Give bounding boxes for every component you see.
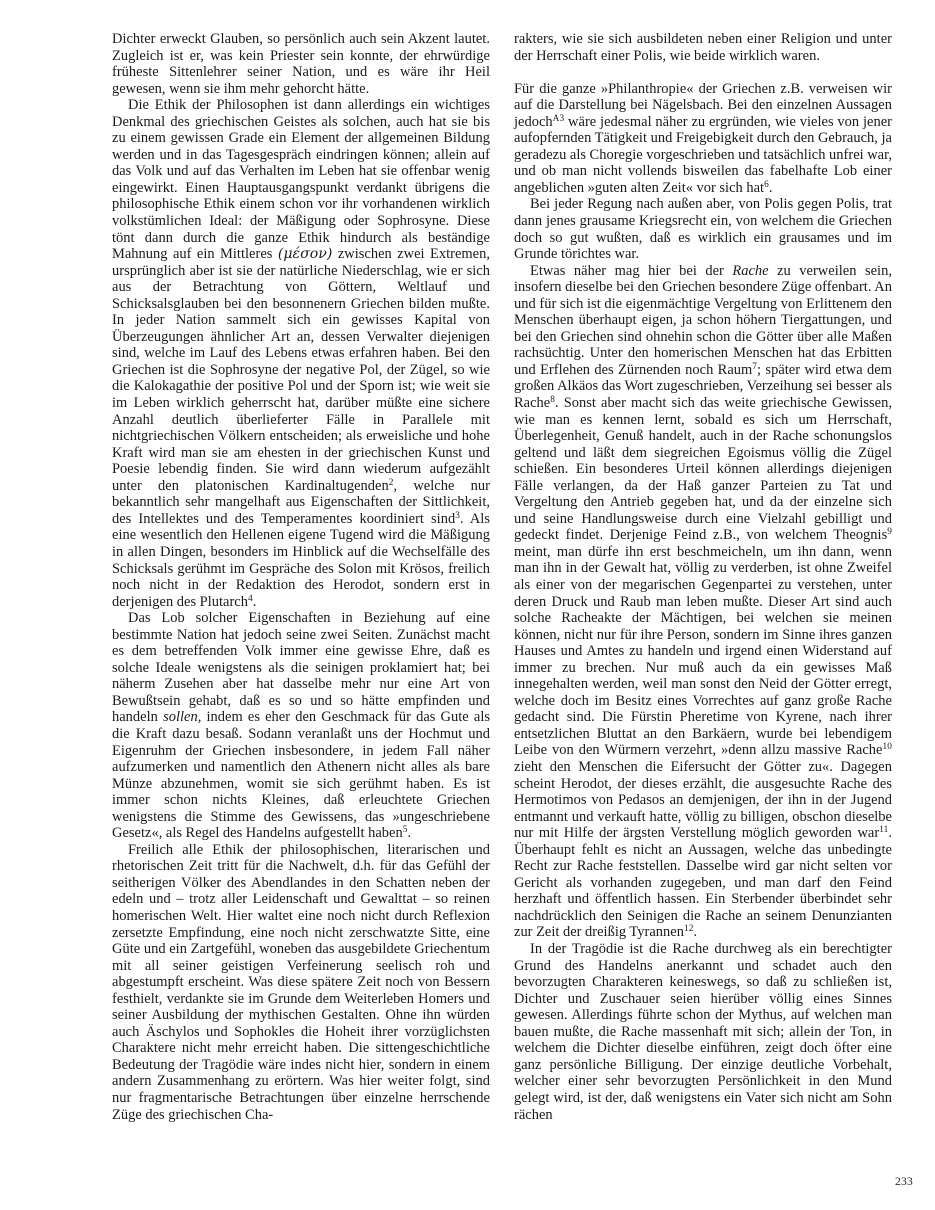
- footnote-marker: 8: [550, 395, 555, 406]
- footnote-marker: 12: [683, 924, 694, 935]
- paragraph-text-segment: zieht den Menschen die Eifersucht der Götter zu«. Dagegen scheint Herodot, der dieses erzählt, die ausgesuchte Rache des Hermotimos von Pedasos an demjenigen, der ihn in der Jugend entmannt und verkauft hatte, völlig zu billigen, obschon dieselbe nur mit Hilfe der ärgsten Verstellung möglich geworden war: [514, 759, 892, 842]
- paragraph-left-4: Freilich alle Ethik der philosophischen, literarischen und rhetorischen Zeit tritt für die Nachwelt, d.h. für das Gefühl der seitherigen Völker des Abendlandes in den Schatten neben der edeln und – trotz aller Leidenschaft und Gewalttat – so reinen homerischen Welt. Hier waltet eine noch nicht durch Reflexion zersetzte Empfindung, eine noch nicht zerschwatzte Sitte, eine Güte und ein Zartgefühl, woneben das ausgebildete Griechentum mit all seiner geistigen Verfeinerung seelisch roh und abgestumpft erscheint. Was diese spätere Zeit noch von Bessern festhielt, verdankte sie im Grunde dem Weiterleben Homers und seiner Ausbildung der mythischen Gestalten. Ohne ihn würden auch Äschylos und Sophokles die Hoheit ihrer vorzüglichsten Charaktere nicht mehr erreicht haben. Die sittengeschichtliche Bedeutung der Tragödie wäre indes nicht hier, sondern in einem andern Zusammenhang zu erörtern. Was hier weiter folgt, sind nur fragmentarische Betrachtungen über einzelne herrschende Züge des griechischen Cha-: [112, 841, 490, 1123]
- page-number: 233: [895, 1175, 913, 1188]
- paragraph-right-5: In der Tragödie ist die Rache durchweg als ein berechtigter Grund des Handelns anerkannt und schadet auch den bevorzugten Charakteren keineswegs, so daß zu schließen ist, Dichter und Zuschauer seien hierüber völlig eines Sinnes gewesen. Allerdings führte schon der Mythus, auf welchen man bauen mußte, die Rache massenhaft mit sich; allein der Ton, in welchem die Dichter dieselbe einführen, zeigt doch öfter eine ganz persönliche Billigung. Der einzige deutliche Vorbehalt, welcher einer sehr bevorzugten Persönlichkeit in den Mund gelegt wird, ist der, daß wenigstens ein Vater sich nicht am Sohn rächen: [514, 941, 892, 1123]
- paragraph-left-1: Dichter erweckt Glauben, so persönlich auch sein Akzent lautet. Zugleich ist er, was kein Priester sein konnte, der ehrwürdige früheste Sittenlehrer seiner Nation, und es wäre ihr Heil gewesen, wenn sie ihm mehr gehorcht hätte.: [112, 31, 490, 97]
- paragraph-text-segment: Die Ethik der Philosophen ist dann allerdings ein wichtiges Denkmal des griechischen Geistes als solchen, auch hat sie bis zu einem gewissen Grade ein Element der allgemeinen Bildung werden und in das Tagesgespräch eindringen können; allein auf das Volk und auf das Verhalten im Leben hat sie offenbar wenig eingewirkt. Einen Hauptausgangspunkt verdankt übrigens die philosophische Ethik einem schon vor ihr vorhandenen wirklich volkstümlichen Ideal: der Mäßigung oder Sophrosyne. Diese tönt dann durch die ganze Ethik hindurch als beständige Mahnung auf ein Mittleres: [112, 97, 490, 263]
- emphasis-text: sollen,: [163, 709, 202, 726]
- paragraph-text-segment: .: [407, 825, 412, 842]
- footnote-marker: 3: [455, 511, 460, 522]
- paragraph-text-segment: wäre jedesmal näher zu ergründen, wie vieles von jener aufopfernden Tätigkeit und Freigebigkeit durch den Gebrauch, ja geradezu als Choregie vorgeschrieben und tatsächlich unfrei war, und ob man nicht vollends bisweilen das fabelhafte Lob einer angeblichen »guten alten Zeit« vor sich hat: [514, 113, 893, 196]
- paragraph-text-segment: . Als eine wesentlich den Hellenen eigene Tugend wird die Mäßigung in allen Dingen, besonders im Hinblick auf die Wechselfälle des Schicksals gerühmt im Gespräche des Solon mit Krösos, freilich noch nicht in der Redaktion des Herodot, sondern erst in derjenigen des Plutarch: [112, 510, 490, 610]
- paragraph-right-2: [514, 81, 892, 197]
- footnote-marker: 2: [388, 477, 394, 488]
- paragraph-text-segment: Für die ganze »Philanthropie« der Griechen z.B. verweisen wir auf die Darstellung bei Nägelsbach. Bei den einzelnen Aussagen jedoch: [514, 80, 892, 130]
- paragraph-right-1: rakters, wie sie sich ausbildeten neben einer Religion und unter der Herrschaft einer Polis, wie beide wirklich waren.: [514, 31, 892, 64]
- paragraph-text-segment: , welche nur bekanntlich sehr mangelhaft aus Eigenschaften der Sittlichkeit, des Intellektes und des Temperamentes koordiniert sind: [112, 477, 490, 527]
- footnote-marker: 11: [879, 825, 889, 836]
- emphasis-text: Rache: [732, 262, 769, 279]
- paragraph-left-2: [112, 97, 490, 610]
- paragraph-text-segment: . Sonst aber macht sich das weite griechische Gewissen, wie man es kennen lernt, sobald es sich um Herrschaft, Überlegenheit, Genuß handelt, auch in der Rache schonungslos geltend und läßt dem siegreichen Egoismus völlig die Zügel schießen. Ein besonderes Urteil können allerdings diejenigen Fälle verlangen, da der Haß ganzer Parteien zu Tat und Vergeltung den Antrieb gegeben hat, und da der einzelne sich und seine Handlungsweise durch eine Vielzahl gebilligt und gedeckt findet. Derjenige Feind z.B., von welchem Theognis: [514, 394, 892, 544]
- greek-term: (μέσον): [277, 246, 333, 263]
- paragraph-text-segment: Das Lob solcher Eigenschaften in Beziehung auf eine bestimmte Nation hat jedoch seine zwei Seiten. Zunächst macht es dem betreffenden Volk immer eine gewisse Ehre, daß es solche Ideale wenigstens als die seinigen proklamiert hat; bei näherm Zusehen aber hat dasselbe mehr nur eine Art von Bewußtsein gehabt, daß es so und so hätte empfinden und handeln: [112, 610, 490, 726]
- footnote-marker: 7: [752, 362, 758, 373]
- paragraph-text-segment: zwischen zwei Extremen, ursprünglich aber ist sie der natürliche Niederschlag, wie er sich aus der Betrachtung von Göttern, Weltlauf und Schicksalsglauben bei den besonnenern Griechen bilden mußte. In jeder Nation sammelt sich ein gewisses Kapital von Überzeugungen ähnlicher Art an, dessen Verwalter diejenigen sind, welche im Lauf des Lebens etwas erfahren haben. Bei den Griechen ist die Sophrosyne der negative Pol, der Zügel, so wie die Kalokagathie der positive Pol und der Sporn ist; wie weit sie im Leben wirklich geherrscht hat, darüber müßte eine sichere Anzahl deutlich überlieferter Fälle in Parallele mit nichtgriechischen Völkern entscheiden; als erweisliche und hohe Kraft wird man sie am ehesten in der griechischen Kunst und Poesie lebendig finden. Sie wird dann wiederum aufgezählt unter den platonischen Kardinaltugenden: [112, 246, 490, 494]
- paragraph-text-segment: meint, man dürfe ihn erst beschmeicheln, um ihn dann, wenn man ihn in der Gewalt hat, völlig zu verderben, ist ohne Zweifel als einer von der megarischen Gegenpartei zu verstehen, unter deren Druck und Raub man leben mußte. Dieser Art sind auch solche Racheakte der Mächtigen, bei welchen sie meinen können, nicht nur für ihre Person, sondern im Sinne ihres ganzen Hauses und Amtes zu handeln und irgend einen Widerstand auf immer zu brechen. Nur muß auch da ein gewisses Maß innegehalten werden, weil man sonst den Neid der Götter erregt, welche doch im Besitz eines Vorrechtes auf ganz große Rache gedacht sind. Die Fürstin Pheretime von Kyrene, nach ihrer entsetzlichen Bluttat an den Barkäern, wurde bei lebendigem Leibe von den Würmern verzehrt, »denn allzu massive Rache: [514, 543, 892, 759]
- footnote-marker: 5: [402, 825, 408, 836]
- footnote-marker: 4: [248, 593, 253, 604]
- paragraph-text-segment: .: [768, 179, 773, 196]
- paragraph-text-segment: zu verweilen sein, insofern dieselbe bei den Griechen besondere Züge offenbart. An und für sich ist die eigenmächtige Vergeltung von Erlittenem den Menschen überhaupt eigen, ja schon höhern Tiergattungen, und bei den Griechen sind ohnehin schon die Götter über alle Maßen rachsüchtig. Unter den homerischen Menschen hat das Erbitten und Erflehen des Zürnenden noch Raum: [514, 262, 892, 378]
- paragraph-left-3: [112, 610, 490, 842]
- footnote-marker: 6: [764, 180, 769, 191]
- paragraph-text-segment: Etwas näher mag hier bei der: [530, 262, 733, 279]
- text-column-right: [514, 31, 892, 1123]
- paragraph-text-segment: indem es eher den Geschmack für das Gute als die Kraft dazu besaß. Sodann veranlaßt uns der Hochmut und Eigenruhm der Griechen insbesondere, in jedem Fall näher aufzumerken und namentlich den Athenern nicht alles als bare Münze abzunehmen, womit sie sich gerühmt haben. Es ist immer schon nichts Kleines, daß erleuchtete Griechen wenigstens die Stimme des Gewissens, das »ungeschriebene Gesetz«, als Regel des Handelns aufgestellt haben: [112, 709, 491, 842]
- footnote-marker: 10: [882, 742, 892, 753]
- two-column-body: [112, 31, 893, 1151]
- footnote-marker: A3: [552, 113, 565, 124]
- paragraph-right-3: Bei jeder Regung nach außen aber, von Polis gegen Polis, trat dann jenes grausame Kriegsrecht ein, von welchem die Griechen doch so gut wußten, daß es wirklich ein grausames und im Grunde törichtes war.: [514, 196, 892, 263]
- text-column-left: [112, 31, 490, 1123]
- paragraph-text-segment: . Überhaupt fehlt es nicht an Aussagen, welche das unbedingte Recht zur Rache feststellen. Dasselbe wird gar nicht selten vor Gericht als vorhanden zugegeben, und man darf den Feind herzhaft und öffentlich hassen. Ein Sterbender überbindet sehr nachdrücklich den Seinigen die Rache an seinem Denunzianten zur Zeit der dreißig Tyrannen: [514, 825, 892, 941]
- paragraph-text-segment: .: [693, 924, 698, 941]
- paragraph-right-4: [514, 263, 892, 941]
- paragraph-text-segment: .: [252, 593, 257, 610]
- footnote-marker: 9: [887, 527, 892, 538]
- paragraph-text-segment: ; später wird etwa dem großen Alkäos das Wort zugeschrieben, Verzeihung sei besser als Rache: [514, 361, 892, 411]
